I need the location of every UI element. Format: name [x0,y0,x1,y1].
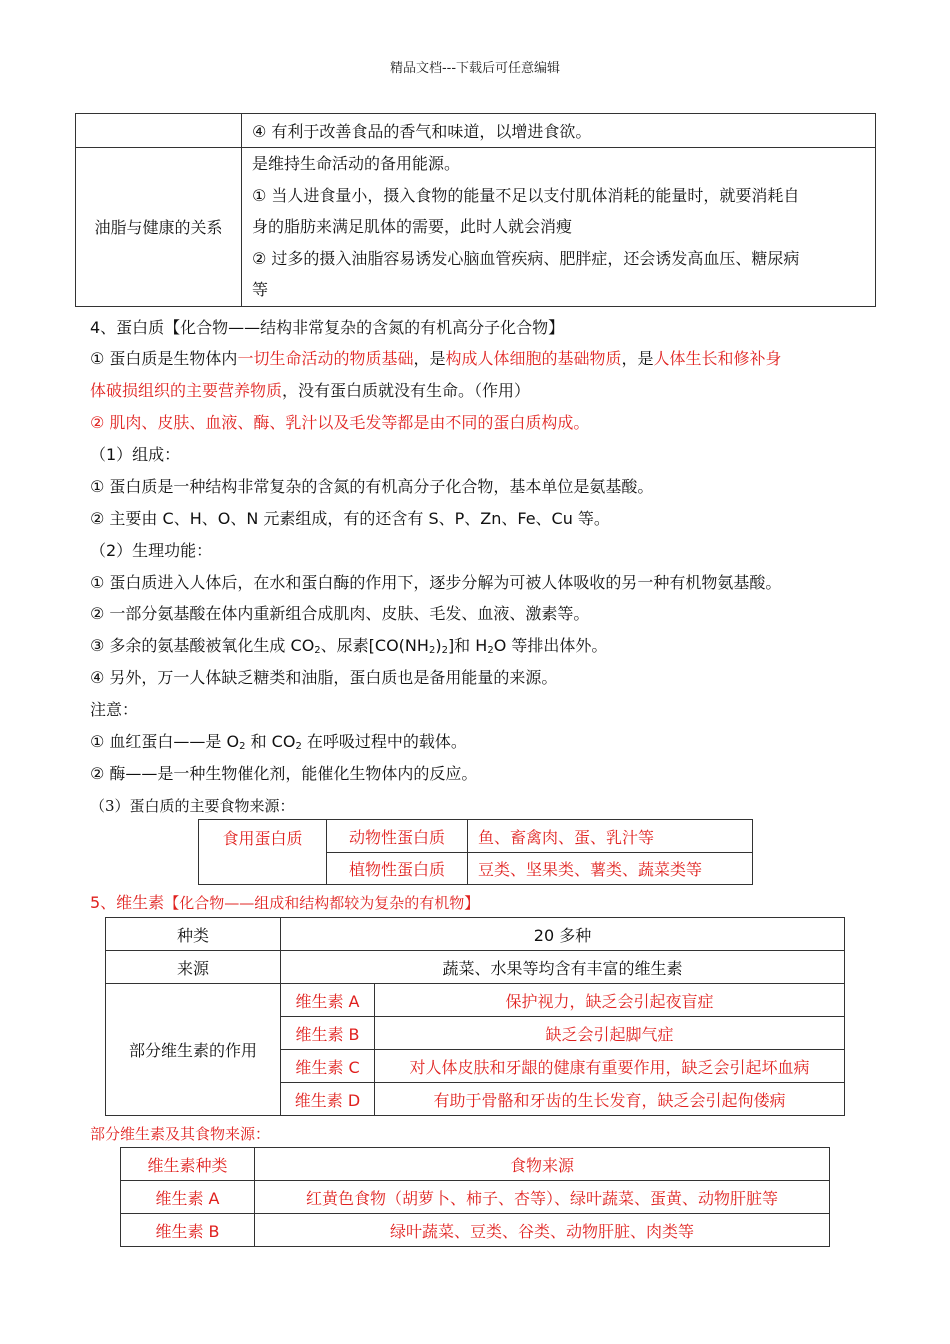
fat-health-label: 油脂与健康的关系 [76,148,242,307]
vitamin-foods: 绿叶蔬菜、豆类、谷类、动物肝脏、肉类等 [255,1214,830,1247]
text: ，是 [621,349,654,368]
vitamin-name: 维生素 A [281,984,375,1017]
text: ]和 H [447,636,488,655]
page-header: 精品文档---下载后可任意编辑 [389,61,561,76]
function-item-4: ④ 另外，万一人体缺乏糖类和油脂，蛋白质也是备用能量的来源。 [90,668,558,687]
note-heading: 注意： [90,700,139,719]
protein-foods: 鱼、畜禽肉、蛋、乳汁等 [468,820,753,853]
protein-heading: 4、蛋白质【化合物——结构非常复杂的含氮的有机高分子化合物】 [90,318,565,337]
fat-benefit-cell: ④ 有利于改善食品的香气和味道，以增进食欲。 [242,114,876,148]
text: ③ 多余的氨基酸被氧化生成 CO [90,636,315,655]
empty-cell [76,114,242,148]
effect-label: 部分维生素的作用 [106,984,281,1116]
subscript: 2 [239,741,246,752]
text: ① 血红蛋白——是 O [90,732,240,751]
highlight-text: 一切生命活动的物质基础 [237,349,414,368]
text: ，是 [413,349,446,368]
text: ) [435,636,442,655]
vitamin-effect: 缺乏会引起脚气症 [375,1017,845,1050]
function-item-2: ② 一部分氨基酸在体内重新组合成肌肉、皮肤、毛发、血液、激素等。 [90,604,590,623]
subscript: 2 [295,741,302,752]
text: 、尿素[CO(NH [320,636,429,655]
highlight-text: 体破损组织的主要营养物质 [90,381,283,400]
highlight-text: 人体生长和修补身 [653,349,782,368]
kind-value: 20 多种 [281,918,845,951]
fat-line: 身的脂肪来满足肌体的需要，此时人就会消瘦 [252,217,573,236]
vitamin-effect: 有助于骨骼和牙齿的生长发育，缺乏会引起佝偻病 [375,1083,845,1116]
protein-food-table [198,819,753,885]
protein-composition-heading: （1）组成： [90,445,181,464]
protein-paragraph-1 [90,348,782,370]
vitamin-name: 维生素 B [121,1214,255,1247]
vitamin-name: 维生素 D [281,1083,375,1116]
protein-type: 植物性蛋白质 [327,853,468,885]
note-item-2: ② 酶——是一种生物催化剂，能催化生物体内的反应。 [90,764,478,783]
vitamin-name: 维生素 C [281,1050,375,1083]
text: ① 蛋白质是生物体内 [90,349,238,368]
protein-function-heading: （2）生理功能： [90,541,213,560]
function-item-3 [90,635,607,662]
text: 在呼吸过程中的载体。 [301,732,467,751]
source-value: 蔬菜、水果等均含有丰富的维生素 [281,951,845,984]
text: ，没有蛋白质就没有生命。（作用） [282,381,531,400]
function-item-1: ① 蛋白质进入人体后，在水和蛋白酶的作用下，逐步分解为可被人体吸收的另一种有机物氨基酸。 [90,573,782,592]
protein-paragraph-2: ② 肌肉、皮肤、血液、酶、乳汁以及毛发等都是由不同的蛋白质构成。 [90,413,590,432]
source-label: 来源 [106,951,281,984]
fat-health-table [75,113,876,307]
subscript: 2 [487,645,494,656]
composition-item-1: ① 蛋白质是一种结构非常复杂的含氮的有机高分子化合物，基本单位是氨基酸。 [90,477,654,496]
vitamin-name: 维生素 A [121,1181,255,1214]
composition-item-2: ② 主要由 C、H、O、N 元素组成，有的还含有 S、P、Zn、Fe、Cu 等。 [90,509,610,528]
vitamin-table [105,917,845,1116]
fat-health-content [242,148,876,307]
col-header-foods: 食物来源 [255,1148,830,1181]
protein-type: 动物性蛋白质 [327,820,468,853]
vitamin-name: 维生素 B [281,1017,375,1050]
subscript: 2 [428,645,436,656]
subscript: 2 [441,645,448,656]
text: 和 CO [245,732,296,751]
edible-protein-label: 食用蛋白质 [199,820,327,885]
vitamin-heading [90,892,479,914]
text: O 等排出体外。 [493,636,608,655]
vitamin-foods: 红黄色食物（胡萝卜、柿子、杏等）、绿叶蔬菜、蛋黄、动物肝脏等 [255,1181,830,1214]
vitamin-effect: 保护视力，缺乏会引起夜盲症 [375,984,845,1017]
heading-text: 5、维生素 [90,893,165,912]
fat-line: ② 过多的摄入油脂容易诱发心脑血管疾病、肥胖症，还会诱发高血压、糖尿病 [252,248,800,268]
heading-text: 【化合物——组成和结构都较为复杂的有机物】 [164,894,480,912]
note-item-1 [90,731,467,758]
fat-line: 等 [252,280,269,299]
vitamin-sources-heading: 部分维生素及其食物来源： [90,1125,271,1143]
subscript: 2 [314,645,321,656]
kind-label: 种类 [106,918,281,951]
protein-foods: 豆类、坚果类、薯类、蔬菜类等 [468,853,753,885]
fat-line: 是维持生命活动的备用能源。 [252,154,461,173]
protein-sources-heading: （3）蛋白质的主要食物来源： [90,797,295,815]
col-header-vitamin: 维生素种类 [121,1148,255,1181]
highlight-text: 构成人体细胞的基础物质 [445,349,622,368]
fat-line: ① 当人进食量小，摄入食物的能量不足以支付肌体消耗的能量时，就要消耗自 [252,185,800,205]
protein-paragraph-1-cont [90,380,530,402]
vitamin-effect: 对人体皮肤和牙龈的健康有重要作用，缺乏会引起坏血病 [375,1050,845,1083]
vitamin-sources-table [120,1147,830,1247]
